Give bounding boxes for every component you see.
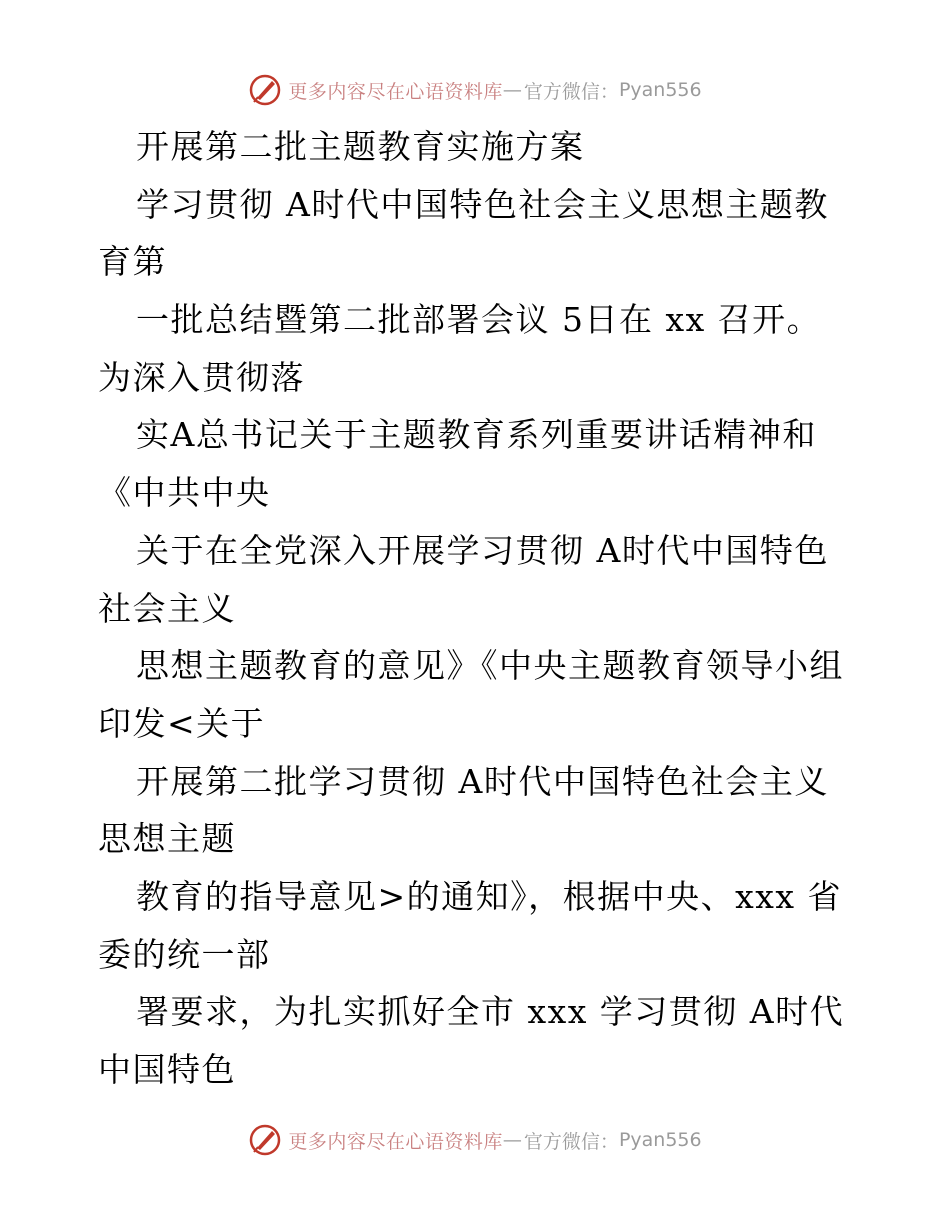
- text-line: 开展第二批学习贯彻 A时代中国特色社会主义: [136, 761, 829, 801]
- text-line: 社会主义: [98, 588, 236, 628]
- text-line: 印发<关于: [98, 703, 266, 743]
- text-line: 委的统一部: [98, 934, 271, 974]
- header-banner: [0, 70, 950, 110]
- banner-wechat-label: 官方微信：: [523, 1130, 619, 1153]
- document-body: [98, 118, 888, 1099]
- footer-banner: [0, 1120, 950, 1160]
- text-line: 教育的指导意见>的通知》，根据中央、xxx 省: [136, 876, 842, 916]
- banner-separator: —: [502, 79, 522, 101]
- text-line: 育第: [98, 242, 167, 282]
- banner-wechat-id: Pyan556: [618, 79, 702, 101]
- text-line: 开展第二批主题教育实施方案: [136, 127, 585, 166]
- banner-separator: —: [502, 1129, 522, 1151]
- banner-text: 更多内容尽在心语资料库: [288, 1130, 503, 1153]
- text-line: 思想主题: [98, 819, 236, 859]
- quill-pen-logo-icon: [248, 1123, 282, 1157]
- text-line: 署要求，为扎实抓好全市 xxx 学习贯彻 A时代: [136, 992, 845, 1032]
- banner-wechat-label: 官方微信：: [523, 80, 619, 103]
- quill-pen-logo-icon: [248, 73, 282, 107]
- text-line: 实A总书记关于主题教育系列重要讲话精神和: [136, 415, 817, 455]
- text-line: 学习贯彻 A时代中国特色社会主义思想主题教: [136, 184, 829, 224]
- text-line: 《中共中央: [98, 473, 271, 513]
- text-line: 思想主题教育的意见》《中央主题教育领导小组: [136, 646, 844, 686]
- text-line: 一批总结暨第二批部署会议 5日在 xx 召开。: [136, 300, 822, 340]
- text-line: 关于在全党深入开展学习贯彻 A时代中国特色: [136, 530, 829, 570]
- banner-text: 更多内容尽在心语资料库: [288, 80, 503, 103]
- text-line: 中国特色: [98, 1050, 236, 1089]
- text-line: 为深入贯彻落: [98, 357, 305, 397]
- banner-wechat-id: Pyan556: [618, 1129, 702, 1151]
